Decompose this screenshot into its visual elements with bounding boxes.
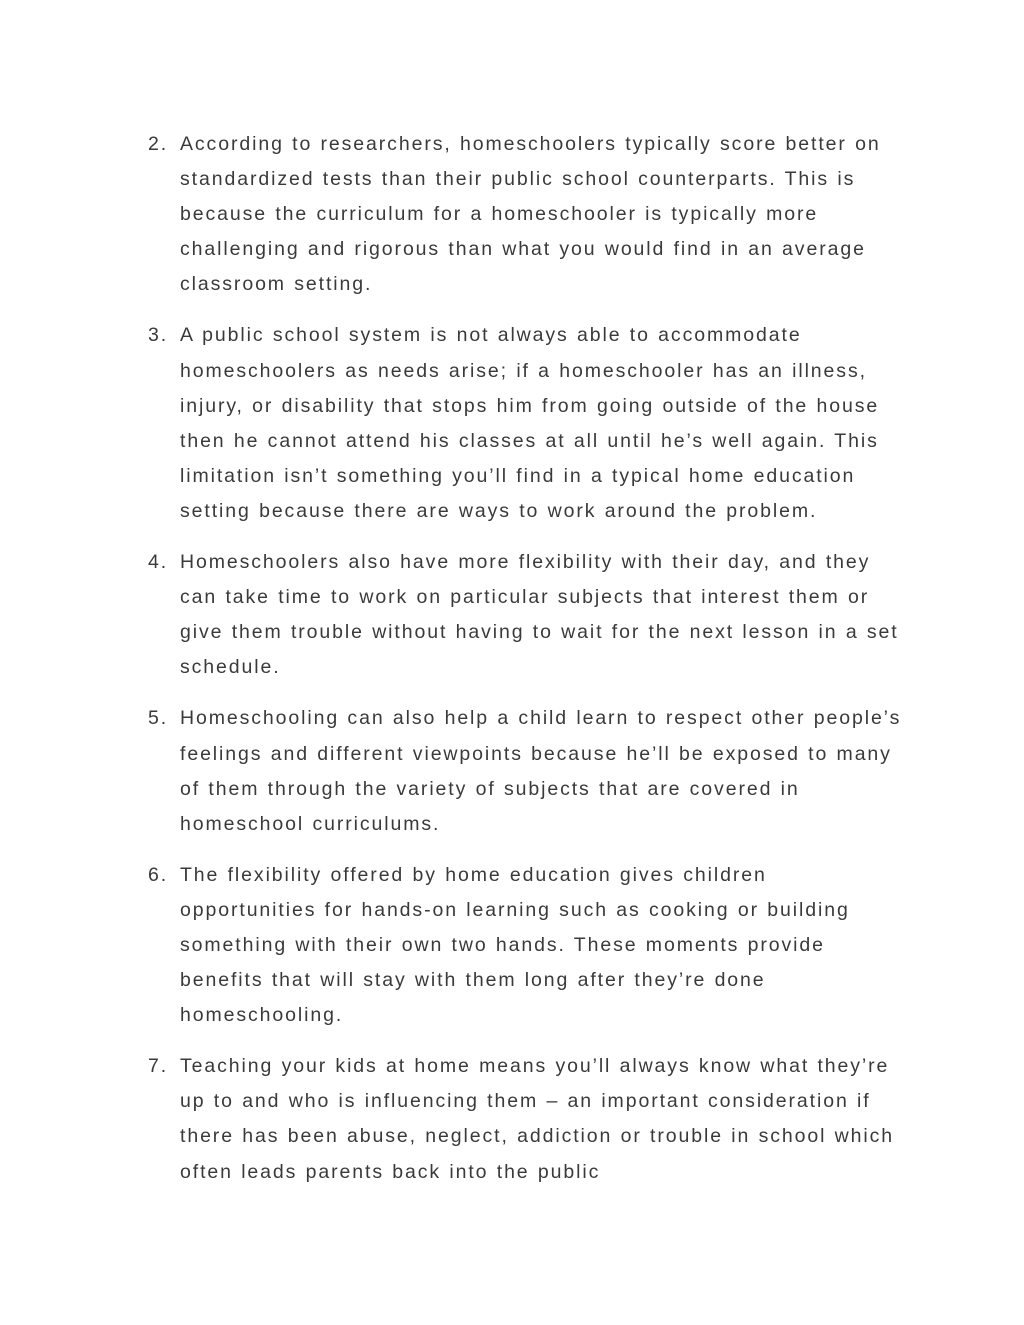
list-item bbox=[148, 545, 908, 685]
list-item bbox=[148, 858, 908, 1033]
list-item-text: Homeschooling can also help a child learn to respect other people’s feelings and different viewpoints because he’ll be exposed to many of them through the variety of subjects that are covered in homeschool curriculums. bbox=[180, 707, 902, 835]
list-item-number: 5. bbox=[148, 707, 169, 730]
list-item-number: 3. bbox=[148, 324, 169, 347]
list-item-number: 6. bbox=[148, 863, 169, 886]
list-item bbox=[148, 1049, 908, 1189]
numbered-list bbox=[148, 127, 908, 1206]
list-item-text: Teaching your kids at home means you’ll always know what they’re up to and who is influencing them – an important consideration if there has been abuse, neglect, addiction or trouble in school which often leads parents back into the public bbox=[180, 1055, 895, 1183]
list-item bbox=[148, 701, 908, 841]
list-item-text: The flexibility offered by home education gives children opportunities for hands-on learning such as cooking or building something with their own two hands. These moments provide benefits that will stay with them long after they’re done homeschooling. bbox=[180, 863, 850, 1027]
list-item bbox=[148, 318, 908, 529]
list-item bbox=[148, 127, 908, 302]
list-item-text: A public school system is not always able to accommodate homeschoolers as needs arise; if a homeschooler has an illness, injury, or disability that stops him from going outside of the house then he cannot attend his classes at all until he’s well again. This limitation isn’t something you’ll find in a typical home education setting because there are ways to work around the problem. bbox=[180, 324, 880, 522]
list-item-number: 7. bbox=[148, 1055, 169, 1078]
list-item-number: 2. bbox=[148, 133, 169, 155]
list-item-text: According to researchers, homeschoolers typically score better on standardized tests than their public school counterparts. This is because the curriculum for a homeschooler is typically more challenging and rigorous than what you would find in an average classroom setting. bbox=[180, 133, 881, 296]
list-item-text: Homeschoolers also have more flexibility with their day, and they can take time to work on particular subjects that interest them or give them trouble without having to wait for the next lesson in a set schedule. bbox=[180, 551, 899, 679]
list-item-number: 4. bbox=[148, 551, 169, 574]
